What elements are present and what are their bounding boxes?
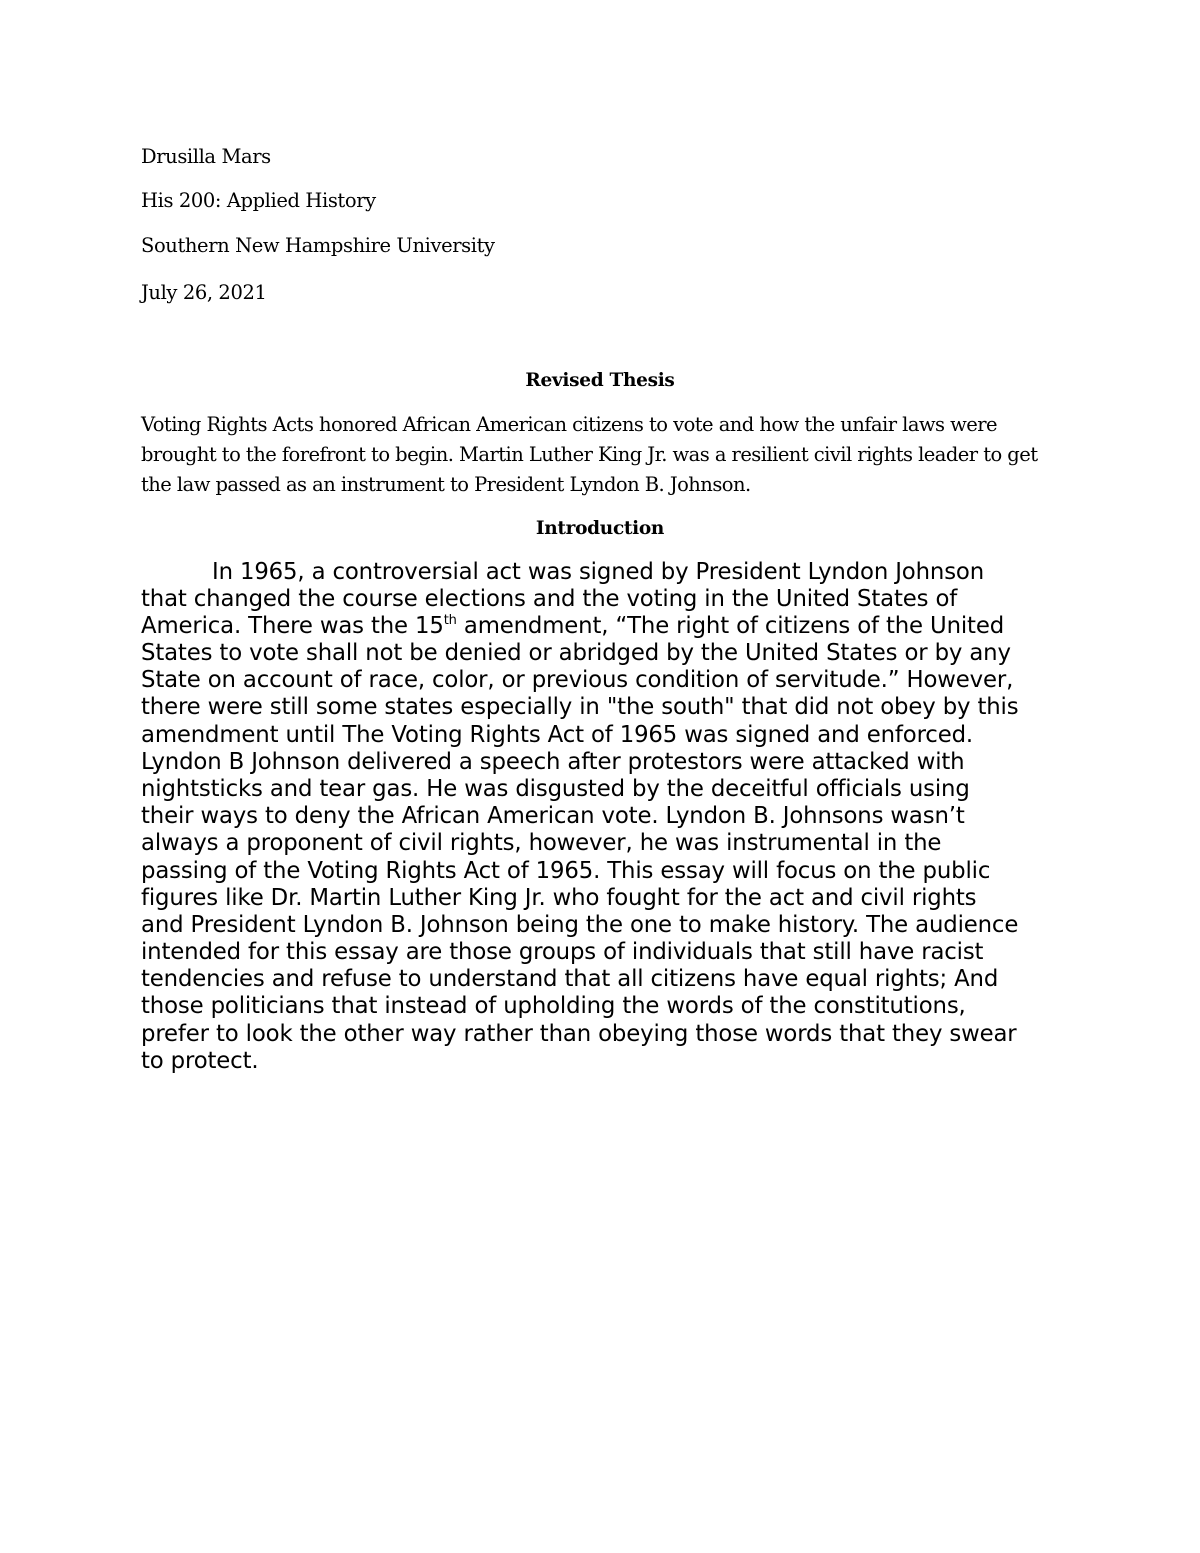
thesis-line: the law passed as an instrument to President Lyndon B. Johnson. [141, 473, 751, 496]
thesis-line: Voting Rights Acts honored African American citizens to vote and how the unfair laws were [141, 413, 998, 436]
intro-line: and President Lyndon B. Johnson being the one to make history. The audience [141, 912, 1019, 938]
intro-line: always a proponent of civil rights, however, he was instrumental in the [141, 830, 942, 856]
date-line: July 26, 2021 [141, 281, 267, 304]
course-name: His 200: Applied History [141, 189, 376, 212]
intro-line: figures like Dr. Martin Luther King Jr. who fought for the act and civil rights [141, 885, 977, 911]
intro-line: State on account of race, color, or previous condition of servitude.” However, [141, 667, 1014, 693]
thesis-heading: Revised Thesis [525, 370, 675, 391]
intro-line: States to vote shall not be denied or abridged by the United States or by any [141, 640, 1011, 666]
intro-line: amendment until The Voting Rights Act of 1965 was signed and enforced. [141, 722, 973, 748]
institution-name: Southern New Hampshire University [141, 234, 495, 257]
intro-line: nightsticks and tear gas. He was disgusted by the deceitful officials using [141, 776, 970, 802]
author-name: Drusilla Mars [141, 145, 271, 168]
intro-line: those politicians that instead of upholding the words of the constitutions, [141, 993, 966, 1019]
intro-text: America. There was the 15 [141, 613, 444, 639]
intro-line: intended for this essay are those groups of individuals that still have racist [141, 939, 984, 965]
intro-line: tendencies and refuse to understand that all citizens have equal rights; And [141, 966, 999, 992]
intro-line: prefer to look the other way rather than obeying those words that they swear [141, 1021, 1017, 1047]
thesis-line: brought to the forefront to begin. Martin Luther King Jr. was a resilient civil rights leader to get [141, 443, 1038, 466]
intro-line: to protect. [141, 1048, 259, 1074]
intro-text: amendment, “The right of citizens of the United [456, 613, 1005, 639]
intro-line: Lyndon B Johnson delivered a speech after protestors were attacked with [141, 749, 965, 775]
intro-line: In 1965, a controversial act was signed by President Lyndon Johnson [212, 559, 985, 585]
intro-line: there were still some states especially in "the south" that did not obey by this [141, 694, 1019, 720]
ordinal-suffix: th [443, 613, 457, 628]
intro-line: that changed the course elections and the voting in the United States of [141, 586, 958, 612]
introduction-heading: Introduction [535, 518, 665, 539]
intro-line: their ways to deny the African American vote. Lyndon B. Johnsons wasn’t [141, 803, 965, 829]
intro-line: passing of the Voting Rights Act of 1965. This essay will focus on the public [141, 858, 991, 884]
intro-line [141, 613, 1004, 640]
